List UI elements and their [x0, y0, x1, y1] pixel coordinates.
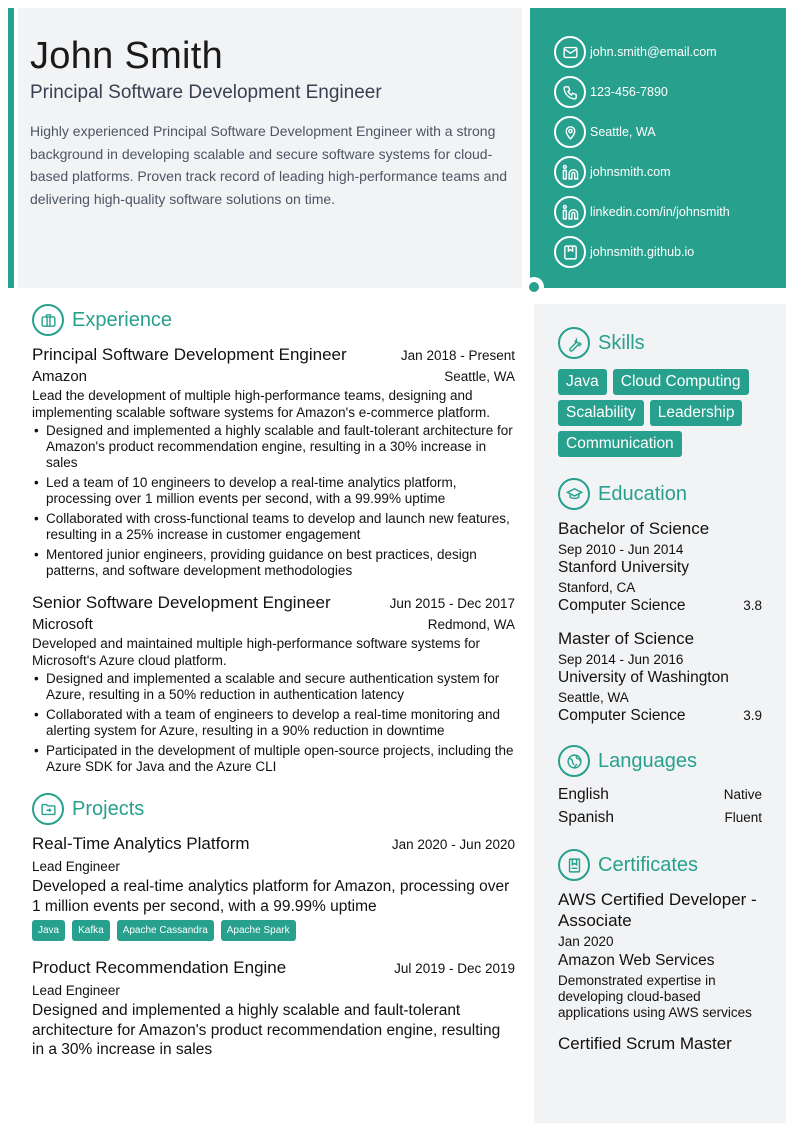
languages-header	[558, 745, 762, 777]
contact-linkedin[interactable]	[554, 192, 786, 232]
job-dates: Jan 2018 - Present	[400, 348, 515, 363]
certificates-header	[558, 849, 762, 881]
certificate-title: Certified Scrum Master	[558, 1034, 732, 1053]
skills-title: Skills	[598, 331, 645, 354]
skill-tag: Leadership	[650, 400, 743, 426]
education-entry	[558, 519, 762, 615]
contact-linkedin-text: linkedin.com/in/johnsmith	[590, 205, 730, 219]
project-entry	[32, 958, 515, 1060]
languages-title: Languages	[598, 749, 697, 772]
project-description: Designed and implemented a highly scalable and fault-tolerant architecture for Amazon's product recommendation engine, resulting in a 30% increase in sales	[32, 1002, 501, 1058]
contact-email[interactable]	[554, 32, 786, 72]
job-location: Redmond, WA	[427, 617, 515, 632]
contact-email-text: john.smith@email.com	[590, 45, 717, 59]
achievement-item: • Collaborated with a team of engineers to develop a real-time monitoring and alerting system for Azure, resulting in a 90% reduction in downtime	[32, 707, 515, 739]
job-description: Lead the development of multiple high-performance teams, designing and implementing scalable software systems for Amazon's e-commerce platform.	[32, 388, 490, 420]
briefcase-icon	[32, 304, 64, 336]
company-name: Amazon	[32, 368, 88, 385]
skill-tag: Java	[558, 369, 607, 395]
degree: Master of Science	[558, 629, 695, 648]
location-icon	[554, 116, 586, 148]
certificates-title: Certificates	[598, 853, 699, 876]
achievement-item: • Mentored junior engineers, providing guidance on best practices, design patterns, and software development methodologies	[32, 547, 515, 579]
education-dates: Sep 2010 - Jun 2014	[558, 542, 684, 557]
job-description: Developed and maintained multiple high-performance software systems for Microsoft's Azure cloud platform.	[32, 636, 480, 668]
github-icon	[554, 236, 586, 268]
certificate-description: Demonstrated expertise in developing cloud-based applications using AWS services	[558, 973, 752, 1020]
header	[18, 8, 522, 288]
skill-tag: Scalability	[558, 400, 644, 426]
achievement-item: • Designed and implemented a highly scalable and fault-tolerant architecture for Amazon's product recommendation engine, resulting in a 30% increase in sales	[32, 423, 515, 471]
achievement-item: • Led a team of 10 engineers to develop a real-time analytics platform, processing over 1 million events per second, with a 99.99% uptime	[32, 475, 515, 507]
language-item	[558, 786, 762, 809]
certificates-section	[558, 849, 762, 1054]
certificate-entry	[558, 1033, 762, 1054]
experience-header	[32, 304, 515, 336]
contact-location	[554, 112, 786, 152]
language-level: Fluent	[724, 810, 762, 825]
language-name: Spanish	[558, 809, 615, 826]
email-icon	[554, 36, 586, 68]
certificate-date: Jan 2020	[558, 934, 614, 949]
education-title: Education	[598, 482, 687, 505]
language-level: Native	[723, 787, 762, 802]
contact-phone-text: 123-456-7890	[590, 85, 668, 99]
job-location: Seattle, WA	[444, 369, 515, 384]
gpa: 3.9	[743, 708, 762, 723]
certificate-entry	[558, 889, 762, 1021]
experience-entry	[32, 593, 515, 775]
contact-panel	[530, 8, 786, 288]
project-dates: Jan 2020 - Jun 2020	[391, 837, 515, 852]
achievement-item: • Collaborated with cross-functional teams to develop and launch new features, resulting in a 25% increase in customer engagement	[32, 511, 515, 543]
skills-header	[558, 327, 762, 359]
job-achievements	[32, 423, 515, 579]
skills-section	[558, 327, 762, 457]
graduation-cap-icon	[558, 478, 590, 510]
skill-tag: Cloud Computing	[613, 369, 749, 395]
degree: Bachelor of Science	[558, 519, 710, 538]
project-description: Developed a real-time analytics platform for Amazon, processing over 1 million events per second, with a 99.99% uptime	[32, 878, 510, 915]
certificate-title: AWS Certified Developer - Associate	[558, 890, 757, 930]
languages-section	[558, 745, 762, 832]
contact-location-text: Seattle, WA	[590, 125, 656, 139]
candidate-name: John Smith	[30, 35, 224, 77]
company-name: Microsoft	[32, 616, 93, 633]
school-name: University of Washington	[558, 669, 729, 686]
education-header	[558, 478, 762, 510]
tech-tag: Apache Cassandra	[117, 920, 214, 941]
projects-header	[32, 793, 515, 825]
phone-icon	[554, 76, 586, 108]
contact-website[interactable]	[554, 152, 786, 192]
contact-phone[interactable]	[554, 72, 786, 112]
experience-entry	[32, 345, 515, 579]
achievement-item: • Designed and implemented a scalable and secure authentication system for Azure, resulting in a 50% reduction in authentication latency	[32, 671, 515, 703]
tech-tag: Kafka	[72, 920, 110, 941]
project-role: Lead Engineer	[32, 983, 120, 998]
skills-list	[558, 369, 762, 457]
field-of-study: Computer Science	[558, 597, 686, 614]
experience-section	[32, 304, 515, 775]
job-title: Principal Software Development Engineer	[32, 345, 347, 364]
linkedin-icon	[554, 156, 586, 188]
job-achievements	[32, 671, 515, 775]
certificate-issuer: Amazon Web Services	[558, 952, 715, 969]
field-of-study: Computer Science	[558, 707, 686, 724]
linkedin-icon	[554, 196, 586, 228]
education-entry	[558, 629, 762, 725]
contact-github[interactable]	[554, 232, 786, 272]
education-dates: Sep 2014 - Jun 2016	[558, 652, 684, 667]
sidebar	[558, 327, 762, 1054]
school-location: Stanford, CA	[558, 580, 636, 595]
education-section	[558, 478, 762, 725]
main-column	[32, 304, 515, 1060]
contact-github-text: johnsmith.github.io	[590, 245, 695, 259]
project-name: Product Recommendation Engine	[32, 958, 287, 977]
project-name: Real-Time Analytics Platform	[32, 834, 250, 853]
school-location: Seattle, WA	[558, 690, 629, 705]
job-title: Senior Software Development Engineer	[32, 593, 331, 612]
wrench-icon	[558, 327, 590, 359]
folder-icon	[32, 793, 64, 825]
school-name: Stanford University	[558, 559, 689, 576]
contact-website-text: johnsmith.com	[590, 165, 671, 179]
timeline-dot	[524, 277, 544, 297]
job-dates: Jun 2015 - Dec 2017	[389, 596, 515, 611]
tech-tag: Java	[32, 920, 65, 941]
experience-title: Experience	[72, 308, 173, 331]
projects-title: Projects	[72, 797, 145, 820]
certificate-icon	[558, 849, 590, 881]
gpa: 3.8	[743, 598, 762, 613]
skill-tag: Communication	[558, 431, 682, 457]
project-tags	[32, 920, 515, 941]
project-dates: Jul 2019 - Dec 2019	[394, 961, 515, 976]
summary: Highly experienced Principal Software Development Engineer with a strong background in developing scalable and secure software systems for cloud-based platforms. Proven track record of leading high-performance teams and delivering high-quality software solutions on time.	[30, 123, 508, 208]
header-accent-bar	[8, 8, 14, 288]
project-entry	[32, 834, 515, 941]
language-name: English	[558, 786, 609, 803]
tech-tag: Apache Spark	[221, 920, 296, 941]
achievement-item: • Participated in the development of multiple open-source projects, including the Azure SDK for Java and the Azure CLI	[32, 743, 515, 775]
project-role: Lead Engineer	[32, 859, 120, 874]
candidate-headline: Principal Software Development Engineer	[30, 82, 382, 103]
globe-icon	[558, 745, 590, 777]
languages-list	[558, 786, 762, 832]
projects-section	[32, 793, 515, 1060]
language-item	[558, 809, 762, 832]
